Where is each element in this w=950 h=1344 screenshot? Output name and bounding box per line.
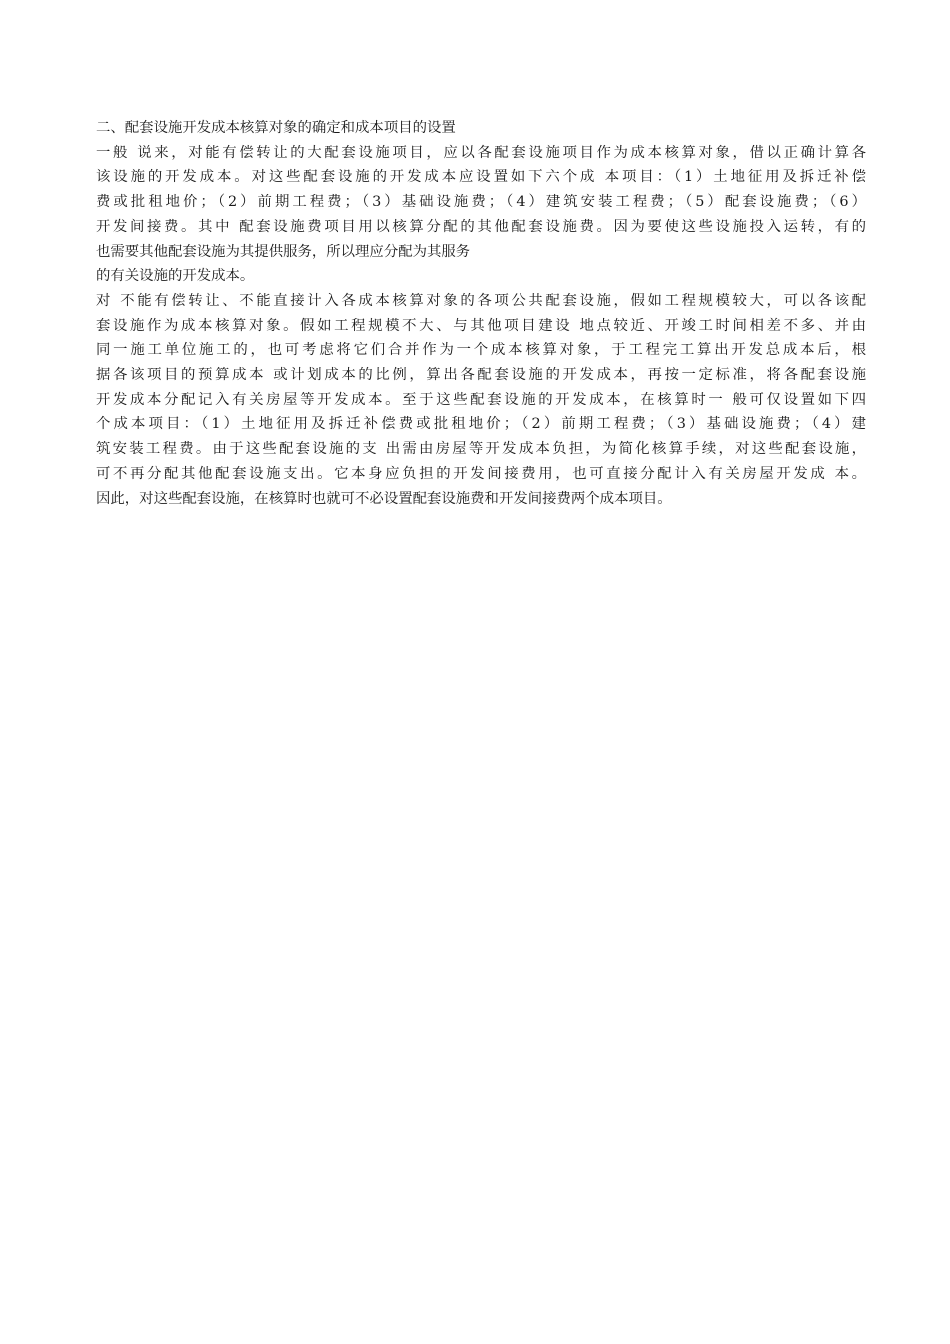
paragraph-2-line: 据各该项目的预算成本 或计划成本的比例，算出各配套设施的开发成本，再按一定标准，将各配套设施 xyxy=(96,367,866,384)
paragraph-2-line: 套设施作为成本核算对象。假如工程规模不大、与其他项目建设 地点较近、开竣工时间相差不多、并由 xyxy=(96,317,866,334)
paragraph-1-line: 费或批租地价；（2）前期工程费；（3）基础设施费；（4）建筑安装工程费；（5）配套设施费；（6） xyxy=(96,194,866,211)
section-heading: 二、配套设施开发成本核算对象的确定和成本项目的设置 xyxy=(96,120,456,136)
paragraph-1-line: 一般 说来，对能有偿转让的大配套设施项目，应以各配套设施项目作为成本核算对象，借以正确计算各 xyxy=(96,144,866,161)
paragraph-2-line: 因此，对这些配套设施，在核算时也就可不必设置配套设施费和开发间接费两个成本项目。 xyxy=(96,490,672,507)
paragraph-1-line: 该设施的开发成本。对这些配套设施的开发成本应设置如下六个成 本项目：（1）土地征用及拆迁补偿 xyxy=(96,169,866,186)
document-page xyxy=(96,116,866,511)
paragraph-1-line: 开发间接费。其中 配套设施费项目用以核算分配的其他配套设施费。因为要使这些设施投入运转，有的 xyxy=(96,218,866,235)
paragraph-2 xyxy=(96,289,866,511)
paragraph-1-line: 的有关设施的开发成本。 xyxy=(96,268,255,285)
paragraph-2-line: 同一施工单位施工的，也可考虑将它们合并作为一个成本核算对象，于工程完工算出开发总成本后，根 xyxy=(96,342,866,359)
paragraph-2-line: 筑安装工程费。由于这些配套设施的支 出需由房屋等开发成本负担，为简化核算手续，对这些配套设施， xyxy=(96,441,866,458)
paragraph-1 xyxy=(96,141,866,289)
paragraph-2-line: 开发成本分配记入有关房屋等开发成本。至于这些配套设施的开发成本，在核算时一 般可仅设置如下四 xyxy=(96,391,866,408)
paragraph-1-line: 也需要其他配套设施为其提供服务，所以理应分配为其服务 xyxy=(96,243,471,260)
paragraph-2-line: 对 不能有偿转让、不能直接计入各成本核算对象的各项公共配套设施，假如工程规模较大，可以各该配 xyxy=(96,292,866,309)
paragraph-2-line: 个成本项目：（1）土地征用及拆迁补偿费或批租地价；（2）前期工程费；（3）基础设施费；（4）建 xyxy=(96,416,866,433)
paragraph-2-line: 可不再分配其他配套设施支出。它本身应负担的开发间接费用，也可直接分配计入有关房屋开发成 本。 xyxy=(96,465,866,482)
